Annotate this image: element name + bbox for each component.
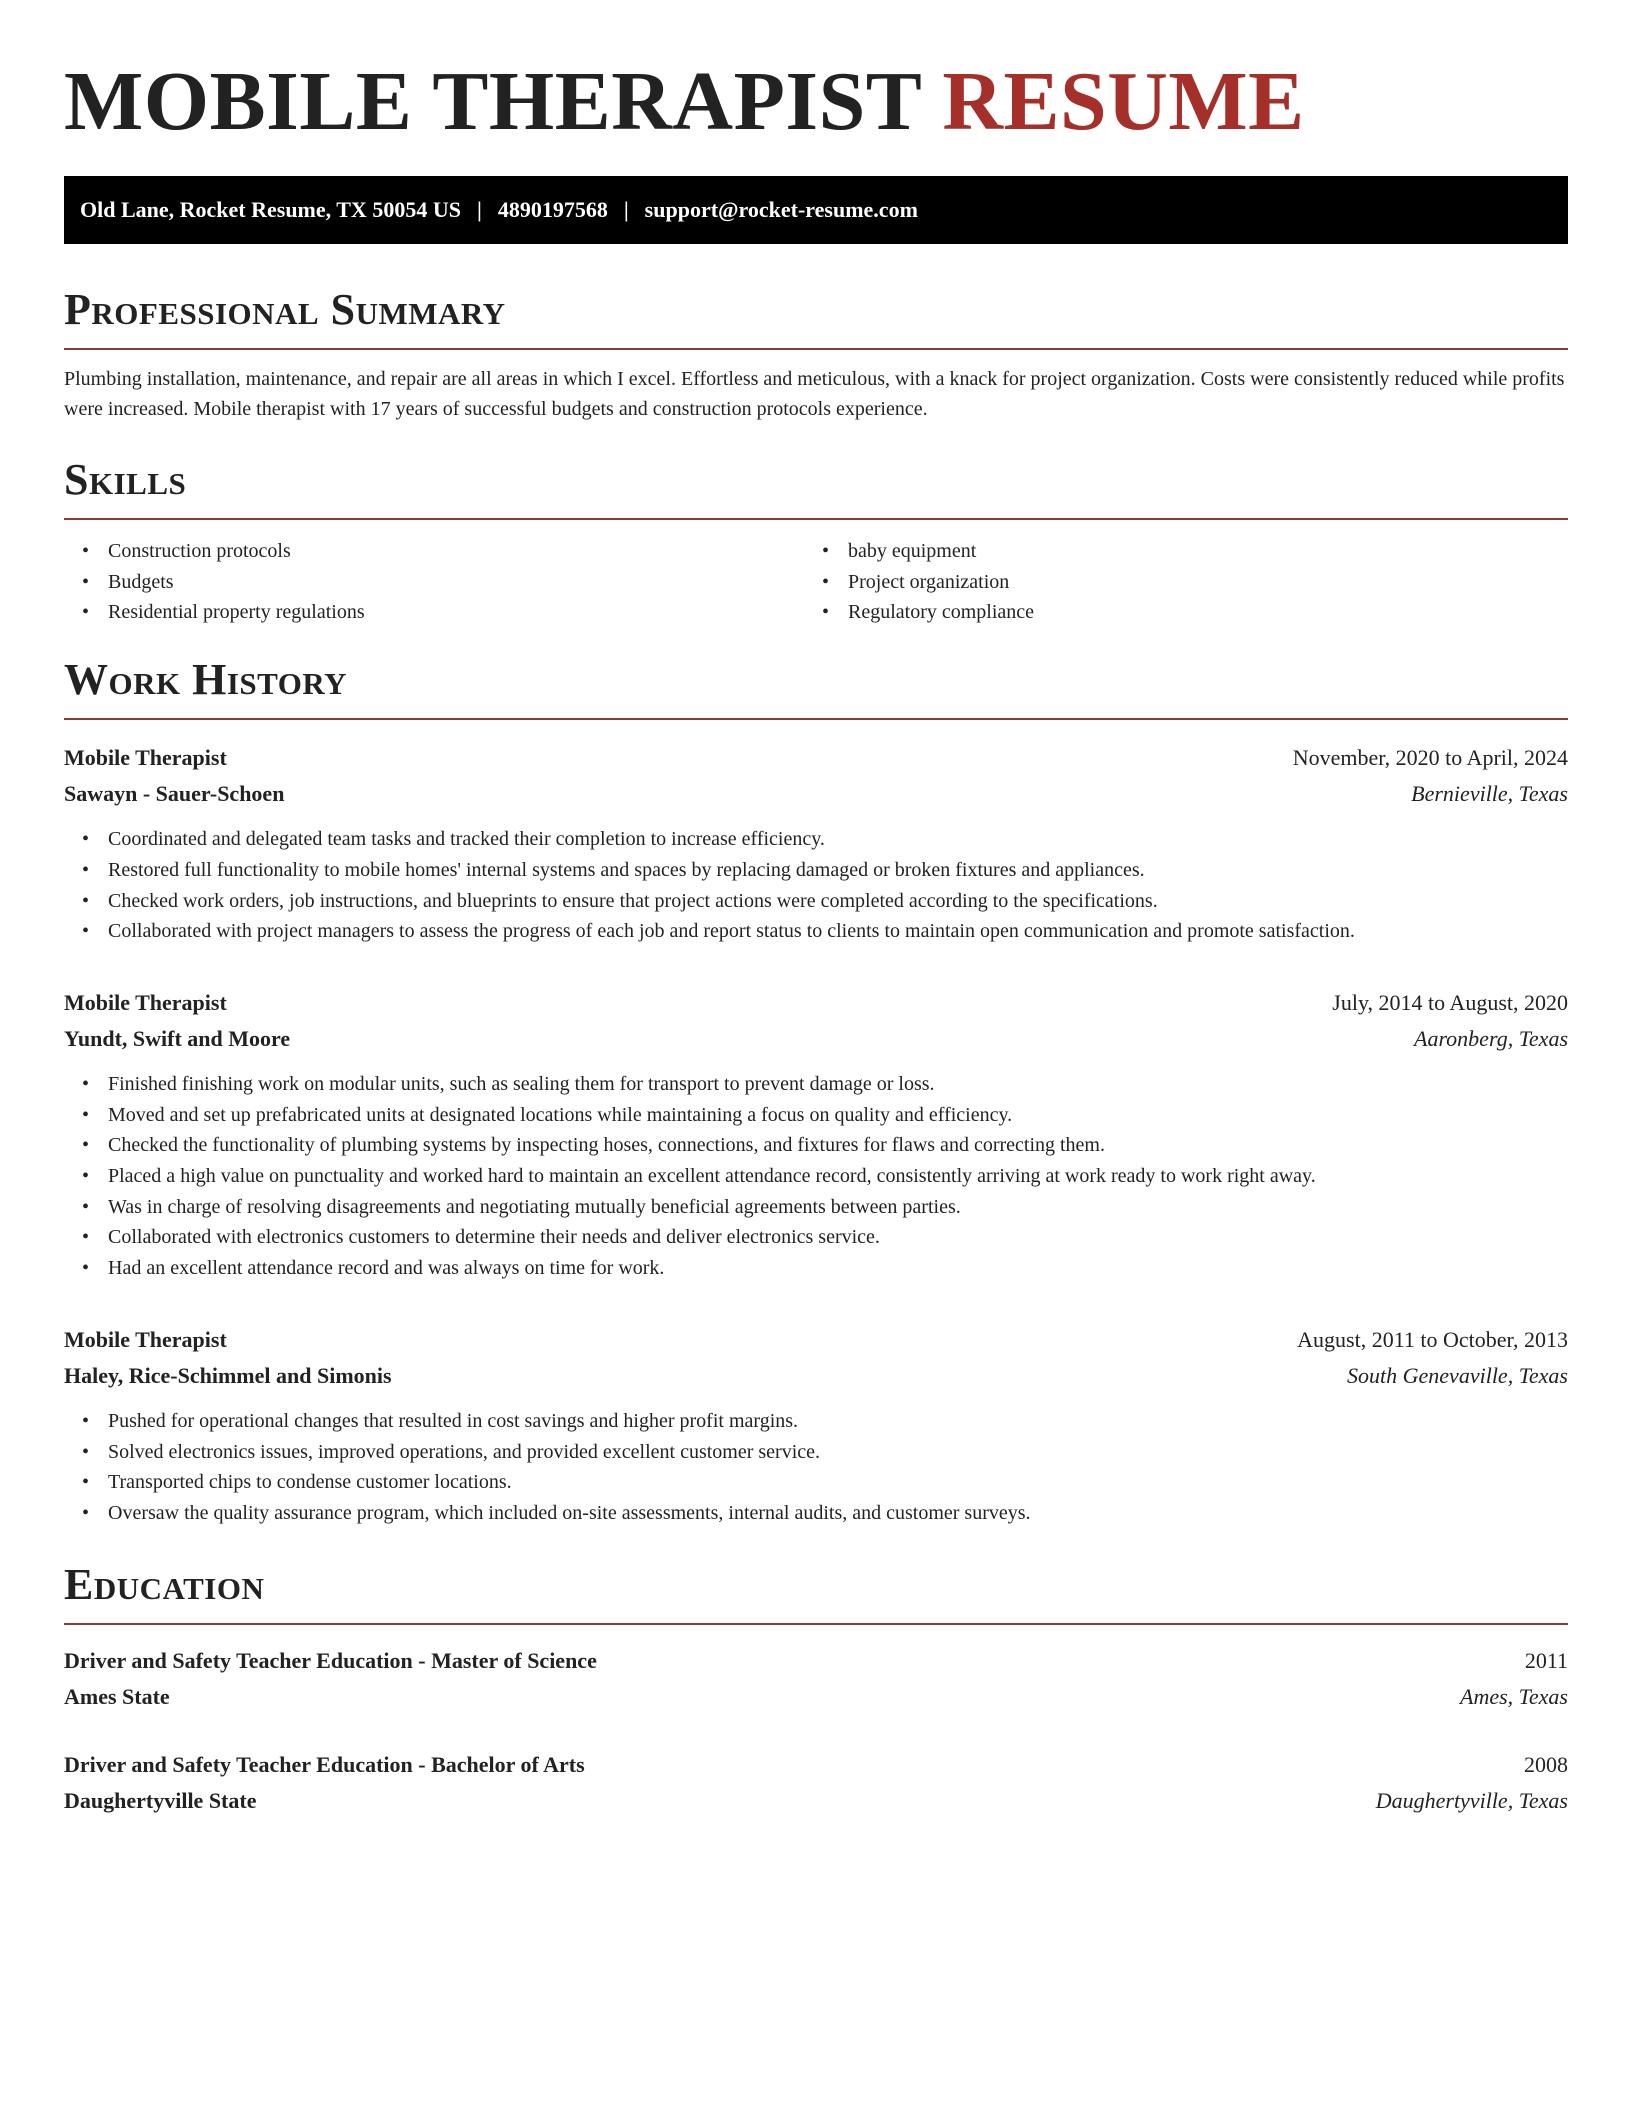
education-heading: Education [64, 1559, 265, 1609]
job-bullet [64, 1222, 1568, 1253]
job-bullets [64, 1406, 1568, 1529]
bullet-icon: • [82, 1072, 90, 1095]
job-bullet [64, 1130, 1568, 1161]
job-company: Yundt, Swift and Moore [64, 1025, 291, 1051]
skills-column-right [804, 536, 1544, 628]
education-location: Ames, Texas [1460, 1683, 1568, 1709]
section-divider [64, 1623, 1568, 1625]
title-resume-word: RESUME [942, 55, 1305, 148]
bullet-icon: • [822, 570, 830, 593]
skill-item [804, 567, 1544, 598]
bullet-icon: • [82, 1195, 90, 1218]
skill-item [804, 597, 1544, 628]
bullet-icon: • [82, 1134, 90, 1157]
job-bullet [64, 1161, 1568, 1192]
education-year: 2011 [1524, 1647, 1568, 1673]
job-bullet-text: Restored full functionality to mobile homes' internal systems and spaces by replacing damaged or broken fixtures and appliances. [108, 858, 1145, 881]
job-bullet-text: Oversaw the quality assurance program, which included on-site assessments, internal audits, and customer surveys. [108, 1501, 1031, 1524]
skills-grid [64, 536, 1568, 628]
job-bullet [64, 1467, 1568, 1498]
job-bullet [64, 916, 1568, 947]
job-bullet [64, 1192, 1568, 1223]
resume-page [64, 0, 1568, 1819]
job-bullet [64, 1100, 1568, 1131]
skill-label: Construction protocols [108, 540, 291, 562]
job-bullet [64, 1406, 1568, 1437]
contact-separator: | [476, 197, 482, 222]
title-role: MOBILE THERAPIST [64, 55, 921, 148]
job-location: South Genevaville, Texas [1347, 1362, 1568, 1388]
job-bullet-text: Moved and set up prefabricated units at designated locations while maintaining a focus on quality and efficiency. [108, 1103, 1013, 1126]
bullet-icon: • [82, 1409, 90, 1432]
bullet-icon: • [82, 920, 90, 943]
education-year: 2008 [1524, 1751, 1568, 1777]
job-company: Haley, Rice-Schimmel and Simonis [64, 1362, 392, 1388]
bullet-icon: • [82, 1226, 90, 1249]
summary-heading: Professional Summary [64, 285, 506, 334]
job-bullets [64, 824, 1568, 947]
bullet-icon: • [82, 570, 90, 593]
job-entry [64, 740, 1568, 947]
skill-item [64, 567, 804, 598]
section-divider [64, 348, 1568, 350]
education-degree-row [64, 1643, 1568, 1679]
skills-column-left [64, 536, 804, 628]
job-bullet-text: Pushed for operational changes that resulted in cost savings and higher profit margins. [108, 1409, 799, 1432]
job-bullet-text: Collaborated with project managers to assess the progress of each job and report status to clients to maintain open communication and promote satisfaction. [108, 920, 1355, 943]
job-bullet [64, 1437, 1568, 1468]
job-title: Mobile Therapist [64, 989, 227, 1015]
bullet-icon: • [822, 601, 830, 624]
bullet-icon: • [82, 858, 90, 881]
education-school: Ames State [64, 1683, 170, 1709]
job-bullet-text: Transported chips to condense customer locations. [108, 1471, 512, 1494]
bullet-icon: • [82, 1471, 90, 1494]
education-school-row [64, 1783, 1568, 1819]
skill-label: Budgets [108, 570, 174, 593]
job-dates: July, 2014 to August, 2020 [1332, 989, 1568, 1015]
job-dates: August, 2011 to October, 2013 [1297, 1326, 1568, 1352]
resume-title [64, 0, 1568, 152]
job-header-row [64, 740, 1568, 776]
skill-item [64, 597, 804, 628]
job-bullet [64, 1498, 1568, 1529]
job-company: Sawayn - Sauer-Schoen [64, 781, 285, 807]
job-dates: November, 2020 to April, 2024 [1292, 745, 1568, 771]
bullet-icon: • [82, 1257, 90, 1280]
job-bullet [64, 1253, 1568, 1284]
contact-bar [64, 176, 1568, 244]
job-bullet-text: Checked the functionality of plumbing systems by inspecting hoses, connections, and fixtures for flaws and correcting them. [108, 1134, 1105, 1157]
education-location: Daughertyville, Texas [1375, 1787, 1568, 1813]
job-bullet [64, 855, 1568, 886]
skill-label: Regulatory compliance [848, 601, 1035, 624]
job-entry [64, 1322, 1568, 1529]
job-bullet [64, 1069, 1568, 1100]
bullet-icon: • [82, 540, 90, 562]
contact-separator: | [623, 197, 629, 222]
skill-item [804, 536, 1544, 567]
bullet-icon: • [822, 540, 830, 562]
job-company-row [64, 1021, 1568, 1057]
job-title: Mobile Therapist [64, 1326, 227, 1352]
education-degree: Driver and Safety Teacher Education - Master of Science [64, 1647, 597, 1673]
contact-email: support@rocket-resume.com [644, 197, 918, 222]
job-bullet-text: Coordinated and delegated team tasks and tracked their completion to increase efficiency. [108, 828, 825, 851]
job-location: Bernieville, Texas [1411, 781, 1568, 807]
job-title: Mobile Therapist [64, 745, 227, 771]
job-bullet-text: Finished finishing work on modular units, such as sealing them for transport to prevent damage or loss. [108, 1072, 935, 1095]
work-history-heading: Work History [64, 655, 348, 705]
bullet-icon: • [82, 828, 90, 851]
job-entry [64, 985, 1568, 1284]
job-header-row [64, 1322, 1568, 1358]
job-location: Aaronberg, Texas [1414, 1025, 1568, 1051]
job-bullet-text: Checked work orders, job instructions, and blueprints to ensure that project actions were completed according to the specifications. [108, 889, 1158, 912]
education-entry [64, 1747, 1568, 1819]
skill-label: Residential property regulations [108, 601, 365, 624]
skill-label: baby equipment [848, 540, 977, 562]
job-bullets [64, 1069, 1568, 1284]
bullet-icon: • [82, 1165, 90, 1188]
skills-heading: Skills [64, 455, 187, 504]
education-entry [64, 1643, 1568, 1715]
job-bullet-text: Placed a high value on punctuality and worked hard to maintain an excellent attendance record, consistently arriving at work ready to work right away. [108, 1165, 1316, 1188]
skill-label: Project organization [848, 570, 1010, 593]
education-school-row [64, 1679, 1568, 1715]
bullet-icon: • [82, 1103, 90, 1126]
job-company-row [64, 1358, 1568, 1394]
job-company-row [64, 776, 1568, 812]
job-bullet-text: Was in charge of resolving disagreements and negotiating mutually beneficial agreements between parties. [108, 1195, 961, 1218]
bullet-icon: • [82, 889, 90, 912]
bullet-icon: • [82, 1440, 90, 1463]
education-degree-row [64, 1747, 1568, 1783]
job-header-row [64, 985, 1568, 1021]
contact-address: Old Lane, Rocket Resume, TX 50054 US [80, 197, 461, 222]
section-divider [64, 518, 1568, 520]
education-degree: Driver and Safety Teacher Education - Bachelor of Arts [64, 1751, 585, 1777]
bullet-icon: • [82, 1501, 90, 1524]
section-divider [64, 718, 1568, 720]
job-bullet [64, 824, 1568, 855]
education-school: Daughertyville State [64, 1787, 257, 1813]
job-bullet [64, 886, 1568, 917]
job-bullet-text: Had an excellent attendance record and was always on time for work. [108, 1257, 665, 1280]
skill-item [64, 536, 804, 567]
job-bullet-text: Collaborated with electronics customers to determine their needs and deliver electronics service. [108, 1226, 880, 1249]
bullet-icon: • [82, 601, 90, 624]
contact-phone: 4890197568 [497, 197, 608, 222]
job-bullet-text: Solved electronics issues, improved operations, and provided excellent customer service. [108, 1440, 821, 1463]
summary-text: Plumbing installation, maintenance, and repair are all areas in which I excel. Effortless and meticulous, with a knack for project organization. Costs were consistently reduced while profits were increased. Mobile therapist with 17 years of successful budgets and construction protocols experience. [64, 368, 1565, 420]
